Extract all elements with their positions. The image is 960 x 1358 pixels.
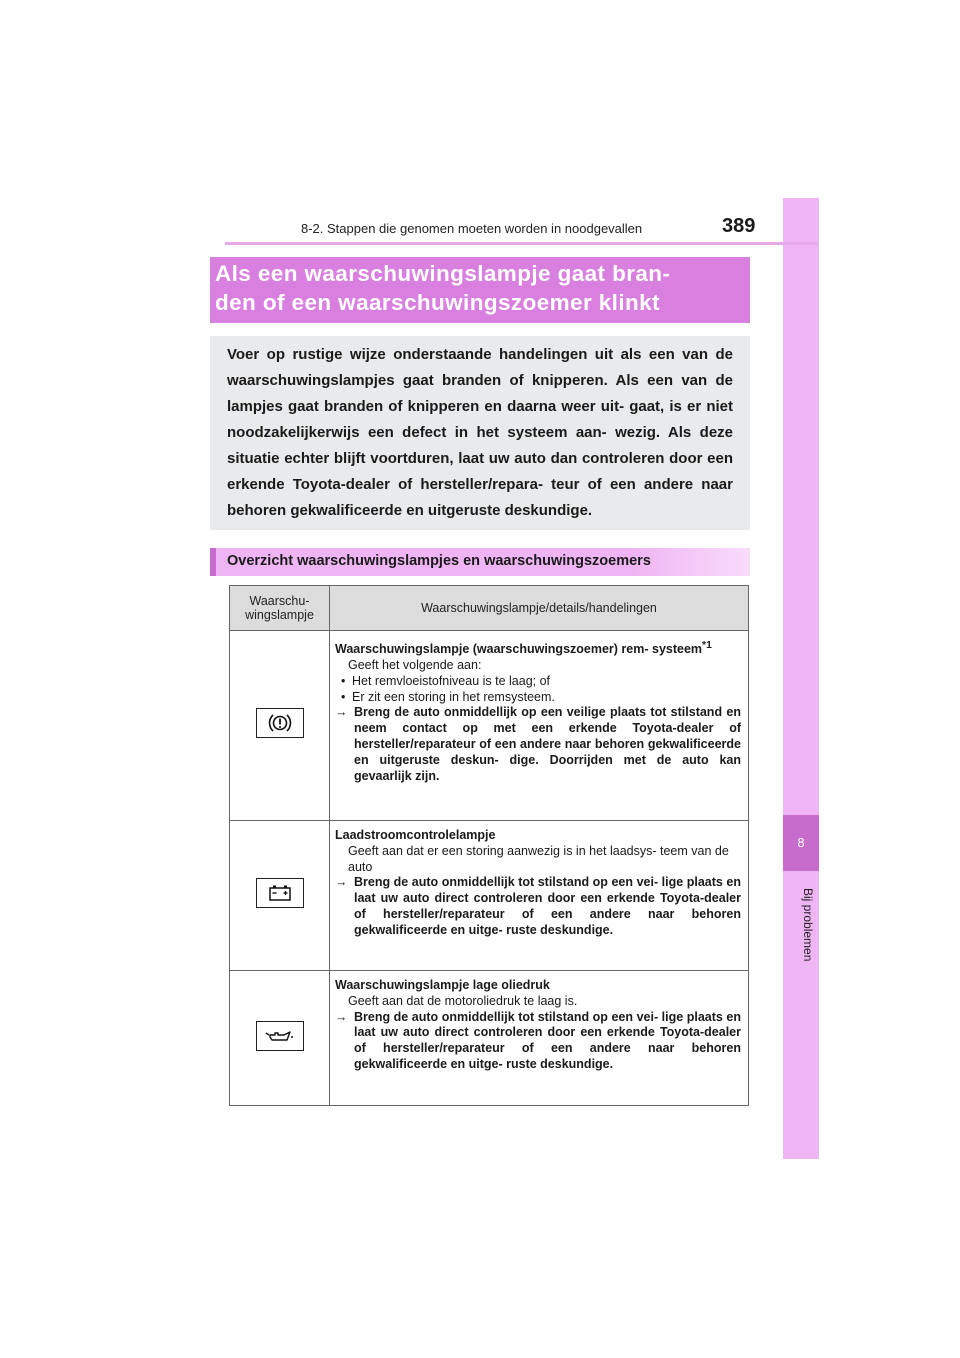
warning-lamp-table bbox=[229, 585, 749, 1106]
arrow-icon: → bbox=[335, 705, 348, 720]
list-item: • Er zit een storing in het remsysteem. bbox=[335, 690, 741, 706]
lamp-details bbox=[330, 631, 749, 821]
subsection-header bbox=[210, 548, 750, 576]
list-item: • Het remvloeistofniveau is te laag; of bbox=[335, 674, 741, 690]
subsection-title: Overzicht waarschuwingslampjes en waarschuwingszoemers bbox=[227, 553, 651, 569]
battery-charge-icon bbox=[256, 878, 304, 908]
lamp-cell bbox=[230, 971, 330, 1106]
col-header-lamp-line2: wingslampje bbox=[245, 608, 314, 622]
table-row bbox=[230, 971, 749, 1106]
col-header-lamp-line1: Waarschu- bbox=[249, 594, 310, 608]
lamp-action: Breng de auto onmiddellijk tot stilstand op een vei- lige plaats en laat uw auto direct controleren door een erkende Toyota-dealer of hersteller/reparateur of een andere naar behoren gekwalificeerde en uitge- ruste deskundige. bbox=[354, 875, 741, 937]
lamp-action: Breng de auto onmiddellijk tot stilstand op een vei- lige plaats en laat uw auto direct controleren door een erkende Toyota-dealer of hersteller/reparateur of een andere naar behoren gekwalificeerde en uitge- ruste deskundige. bbox=[354, 1009, 741, 1071]
lamp-cell bbox=[230, 821, 330, 971]
chapter-side-tab bbox=[783, 198, 819, 1159]
chapter-number-tab bbox=[783, 815, 819, 871]
section-title-line2: den of een waarschuwingszoemer klinkt bbox=[215, 290, 660, 315]
oil-pressure-icon bbox=[256, 1021, 304, 1051]
col-header-details: Waarschuwingslampje/details/handelingen bbox=[330, 586, 749, 631]
lamp-details bbox=[330, 971, 749, 1106]
table-row bbox=[230, 631, 749, 821]
section-title-line1: Als een waarschuwingslampje gaat bran- bbox=[215, 261, 671, 286]
intro-box bbox=[210, 336, 750, 530]
intro-text: Voer op rustige wijze onderstaande handelingen uit als een van de waarschuwingslampjes gaat branden of knipperen. Als een van de lampjes gaat branden of knipperen en daarna weer uit- gaat, is er niet noodzakelijkerwijs een defect in het systeem aan- wezig. Als deze situatie echter blijft voortduren, laat uw auto dan controleren door een erkende Toyota-dealer of hersteller/repara- teur of een andere naar behoren gekwalificeerde en uitgeruste deskundige. bbox=[227, 346, 733, 519]
col-header-lamp bbox=[230, 586, 330, 631]
lamp-heading: Waarschuwingslampje lage oliedruk bbox=[335, 978, 550, 992]
header-divider bbox=[225, 242, 818, 245]
lamp-lead: Geeft aan dat er een storing aanwezig is in het laadsys- teem van de auto bbox=[348, 843, 729, 874]
page-number: 389 bbox=[722, 215, 756, 237]
table-row bbox=[230, 821, 749, 971]
lamp-details bbox=[330, 821, 749, 971]
section-title bbox=[210, 257, 750, 323]
arrow-icon: → bbox=[335, 1009, 348, 1024]
table-header-row bbox=[230, 586, 749, 631]
brake-warning-icon bbox=[256, 708, 304, 738]
lamp-action: Breng de auto onmiddellijk op een veilige plaats tot stilstand en neem contact op met een erkende Toyota-dealer of hersteller/reparateur of een andere naar behoren gekwalificeerde en uitgeruste deskun- dige. Doorrijden met de auto kan gevaarlijk zijn. bbox=[354, 705, 741, 783]
lamp-heading: Waarschuwingslampje (waarschuwingszoemer) rem- systeem bbox=[335, 642, 703, 657]
subsection-marker bbox=[210, 548, 216, 576]
lamp-cell bbox=[230, 631, 330, 821]
arrow-icon: → bbox=[335, 875, 348, 890]
chapter-number: 8 bbox=[797, 835, 805, 850]
lamp-heading: Laadstroomcontrolelampje bbox=[335, 828, 496, 842]
chapter-label: Bij problemen bbox=[801, 888, 815, 962]
running-title: 8-2. Stappen die genomen moeten worden in noodgevallen bbox=[301, 221, 643, 236]
lamp-lead: Geeft aan dat de motoroliedruk te laag is. bbox=[348, 993, 578, 1008]
footnote-ref: *1 bbox=[702, 640, 712, 651]
lamp-lead: Geeft het volgende aan: bbox=[348, 657, 482, 672]
